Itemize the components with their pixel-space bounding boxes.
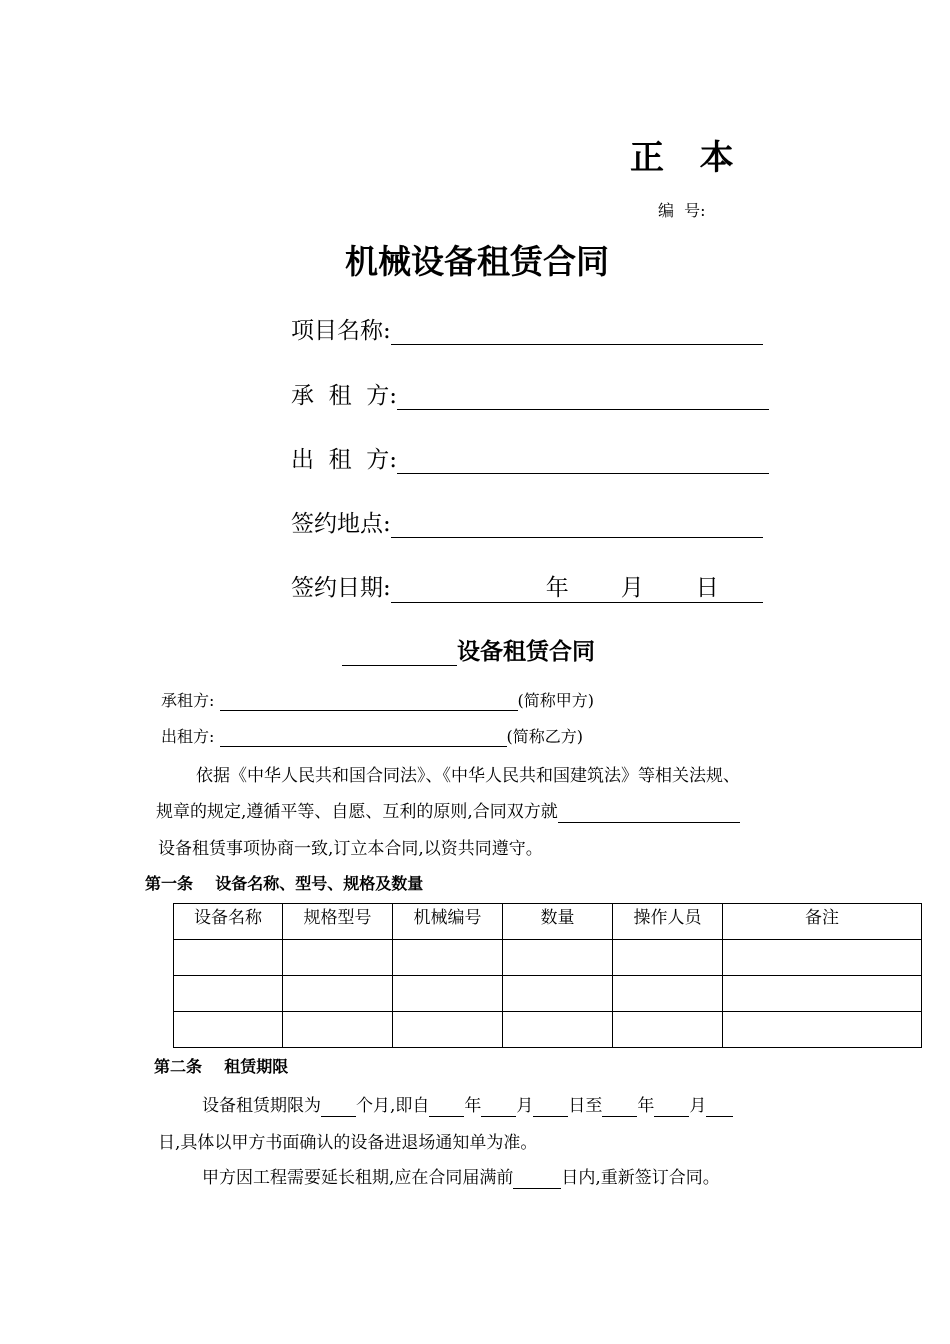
preamble-line-2 — [156, 797, 740, 823]
table-row — [174, 1012, 922, 1048]
table-cell[interactable] — [613, 976, 723, 1012]
preamble-line-2-text: 规章的规定,遵循平等、自愿、互利的原则,合同双方就 — [156, 802, 558, 822]
lease-term-text-f: 年 — [637, 1096, 655, 1116]
table-cell[interactable] — [174, 1012, 283, 1048]
signing-place-label: 签约地点: — [291, 511, 391, 537]
table-cell[interactable] — [283, 1012, 393, 1048]
start-year-blank[interactable] — [429, 1096, 464, 1117]
contract-lessor-line — [161, 724, 583, 747]
lease-term-text-d: 月 — [516, 1096, 534, 1116]
table-cell[interactable] — [503, 1012, 613, 1048]
contract-number-label: 编 号: — [658, 201, 706, 220]
lessor-field — [291, 441, 769, 474]
project-name-blank[interactable] — [391, 318, 763, 345]
start-month-blank[interactable] — [481, 1096, 516, 1117]
column-header: 机械编号 — [393, 904, 503, 940]
project-name-field — [291, 312, 763, 345]
column-header: 备注 — [723, 904, 922, 940]
table-row — [174, 940, 922, 976]
lessee-blank[interactable] — [397, 383, 769, 410]
table-cell[interactable] — [393, 976, 503, 1012]
contract-subtitle — [342, 633, 595, 666]
table-cell[interactable] — [393, 1012, 503, 1048]
signing-place-field — [291, 505, 763, 538]
signing-date-blank[interactable] — [391, 569, 763, 603]
renewal-line — [202, 1163, 720, 1189]
date-year: 年 — [545, 575, 569, 601]
contract-lessee-label: 承租方: — [161, 691, 215, 710]
equipment-type-blank[interactable] — [342, 638, 457, 666]
table-cell[interactable] — [174, 940, 283, 976]
table-row — [174, 976, 922, 1012]
preamble-line-3: 设备租赁事项协商一致,订立本合同,以资共同遵守。 — [158, 839, 543, 859]
article-2-heading: 第二条 租赁期限 — [154, 1057, 289, 1076]
table-cell[interactable] — [723, 940, 922, 976]
contract-lessee-blank[interactable] — [220, 691, 518, 711]
date-month: 月 — [620, 575, 644, 601]
table-cell[interactable] — [393, 940, 503, 976]
table-cell[interactable] — [283, 940, 393, 976]
start-day-blank[interactable] — [533, 1096, 568, 1117]
renewal-text-a: 甲方因工程需要延长租期,应在合同届满前 — [202, 1168, 514, 1188]
column-header: 设备名称 — [174, 904, 283, 940]
table-cell[interactable] — [174, 976, 283, 1012]
lease-term-text-b: 个月,即自 — [356, 1096, 430, 1116]
preamble-line-1: 依据《中华人民共和国合同法》、《中华人民共和国建筑法》等相关法规、 — [196, 766, 740, 786]
table-cell[interactable] — [613, 940, 723, 976]
contract-lessor-note: (简称乙方) — [506, 727, 583, 746]
renewal-days-blank[interactable] — [513, 1168, 561, 1189]
table-cell[interactable] — [503, 940, 613, 976]
lessee-label: 承 租 方: — [291, 383, 397, 409]
equipment-table — [173, 903, 922, 1048]
lease-term-text-a: 设备租赁期限为 — [202, 1096, 321, 1116]
contract-lessee-note: (简称甲方) — [517, 691, 594, 710]
lease-term-text-e: 日至 — [568, 1096, 603, 1116]
project-name-label: 项目名称: — [291, 318, 391, 344]
end-year-blank[interactable] — [602, 1096, 637, 1117]
table-cell[interactable] — [613, 1012, 723, 1048]
article-1-heading: 第一条 设备名称、型号、规格及数量 — [145, 874, 424, 893]
table-cell[interactable] — [723, 976, 922, 1012]
renewal-text-b: 日内,重新签订合同。 — [561, 1168, 720, 1188]
lessor-label: 出 租 方: — [291, 447, 397, 473]
lease-term-line — [202, 1091, 733, 1117]
column-header: 规格型号 — [283, 904, 393, 940]
table-cell[interactable] — [723, 1012, 922, 1048]
contract-lessee-line — [161, 688, 594, 711]
lease-term-line-2: 日,具体以甲方书面确认的设备进退场通知单为准。 — [158, 1133, 538, 1153]
end-day-blank[interactable] — [706, 1096, 733, 1117]
contract-subtitle-text: 设备租赁合同 — [457, 638, 595, 665]
lease-term-text-g: 月 — [689, 1096, 707, 1116]
signing-date-label: 签约日期: — [291, 575, 391, 601]
lease-term-text-c: 年 — [464, 1096, 482, 1116]
table-cell[interactable] — [503, 976, 613, 1012]
date-day: 日 — [695, 575, 719, 601]
cover-title: 机械设备租赁合同 — [345, 242, 609, 281]
equipment-table-header — [174, 904, 922, 940]
lessor-blank[interactable] — [397, 447, 769, 474]
contract-lessor-label: 出租方: — [161, 727, 215, 746]
table-cell[interactable] — [283, 976, 393, 1012]
preamble-subject-blank[interactable] — [558, 802, 740, 823]
signing-place-blank[interactable] — [391, 511, 763, 538]
signing-date-field — [291, 569, 763, 603]
copy-mark: 正 本 — [630, 138, 738, 178]
end-month-blank[interactable] — [654, 1096, 689, 1117]
column-header: 操作人员 — [613, 904, 723, 940]
contract-lessor-blank[interactable] — [220, 727, 507, 747]
column-header: 数量 — [503, 904, 613, 940]
lessee-field — [291, 377, 769, 410]
lease-months-blank[interactable] — [321, 1096, 356, 1117]
